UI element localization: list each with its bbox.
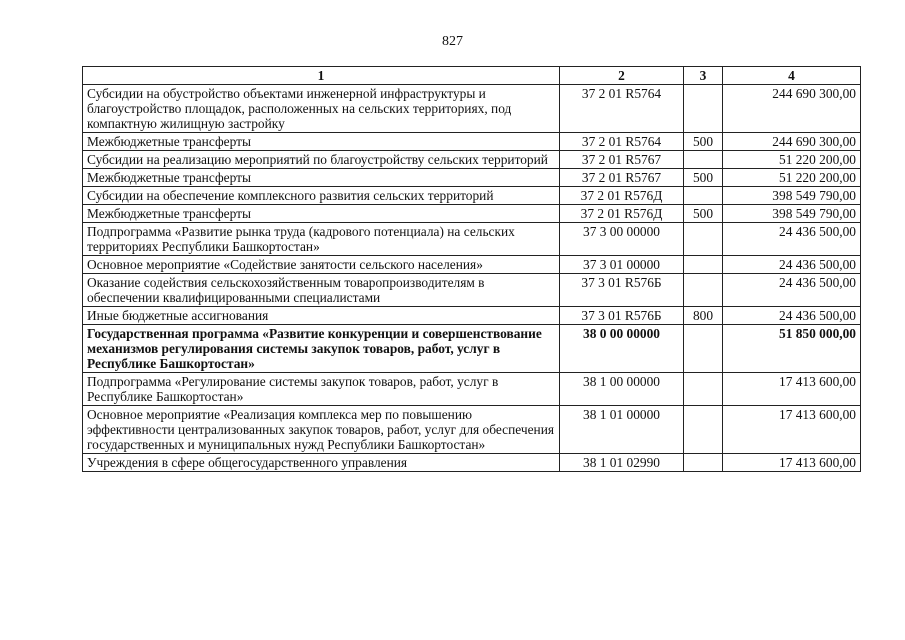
row-name-cell: Подпрограмма «Развитие рынка труда (кадрового потенциала) на сельских территориях Республики Башкортостан» [83, 223, 560, 256]
row-code-cell: 37 2 01 R576Д [560, 187, 684, 205]
row-amount-cell: 51 850 000,00 [723, 325, 861, 373]
table-row [83, 133, 861, 151]
row-type-cell [684, 325, 723, 373]
row-type-cell [684, 373, 723, 406]
table-row [83, 307, 861, 325]
row-type-cell [684, 274, 723, 307]
table-row [83, 373, 861, 406]
row-name-cell: Субсидии на обеспечение комплексного развития сельских территорий [83, 187, 560, 205]
row-amount-cell: 17 413 600,00 [723, 373, 861, 406]
table-row [83, 454, 861, 472]
row-type-cell [684, 256, 723, 274]
row-type-cell [684, 85, 723, 133]
row-name-cell: Оказание содействия сельскохозяйственным товаропроизводителям в обеспечении квалифицированными специалистами [83, 274, 560, 307]
row-code-cell: 37 2 01 R5767 [560, 169, 684, 187]
row-name-cell: Основное мероприятие «Содействие занятости сельского населения» [83, 256, 560, 274]
table-row [83, 169, 861, 187]
table-row [83, 256, 861, 274]
row-amount-cell: 24 436 500,00 [723, 256, 861, 274]
row-name-cell: Основное мероприятие «Реализация комплекса мер по повышению эффективности централизованных закупок товаров, работ, услуг для обеспечения государственных и муниципальных нужд Республики Башкортостан» [83, 406, 560, 454]
row-code-cell: 37 3 00 00000 [560, 223, 684, 256]
row-amount-cell: 17 413 600,00 [723, 454, 861, 472]
row-type-cell [684, 223, 723, 256]
row-type-cell: 500 [684, 133, 723, 151]
row-code-cell: 38 0 00 00000 [560, 325, 684, 373]
row-code-cell: 37 2 01 R576Д [560, 205, 684, 223]
row-type-cell: 800 [684, 307, 723, 325]
row-amount-cell: 398 549 790,00 [723, 205, 861, 223]
row-type-cell: 500 [684, 205, 723, 223]
row-name-cell: Иные бюджетные ассигнования [83, 307, 560, 325]
table-body [83, 85, 861, 472]
row-type-cell [684, 454, 723, 472]
table-row [83, 151, 861, 169]
row-code-cell: 38 1 00 00000 [560, 373, 684, 406]
row-amount-cell: 398 549 790,00 [723, 187, 861, 205]
table-row [83, 205, 861, 223]
table-row [83, 223, 861, 256]
row-amount-cell: 24 436 500,00 [723, 307, 861, 325]
row-amount-cell: 51 220 200,00 [723, 151, 861, 169]
row-name-cell: Субсидии на обустройство объектами инженерной инфраструктуры и благоустройство площадок, расположенных на сельских территориях, под компактную жилищную застройку [83, 85, 560, 133]
row-code-cell: 38 1 01 00000 [560, 406, 684, 454]
column-header-amount: 4 [723, 67, 861, 85]
table-row [83, 274, 861, 307]
page-number: 827 [442, 34, 463, 49]
table-header-row [83, 67, 861, 85]
column-header-code: 2 [560, 67, 684, 85]
row-code-cell: 37 2 01 R5764 [560, 85, 684, 133]
row-name-cell: Субсидии на реализацию мероприятий по благоустройству сельских территорий [83, 151, 560, 169]
row-code-cell: 37 2 01 R5767 [560, 151, 684, 169]
row-code-cell: 37 3 01 R576Б [560, 307, 684, 325]
row-name-cell: Межбюджетные трансферты [83, 205, 560, 223]
column-header-name: 1 [83, 67, 560, 85]
row-amount-cell: 244 690 300,00 [723, 85, 861, 133]
row-code-cell: 37 2 01 R5764 [560, 133, 684, 151]
row-type-cell [684, 151, 723, 169]
row-code-cell: 38 1 01 02990 [560, 454, 684, 472]
row-type-cell: 500 [684, 169, 723, 187]
row-amount-cell: 24 436 500,00 [723, 274, 861, 307]
table-row [83, 406, 861, 454]
row-code-cell: 37 3 01 00000 [560, 256, 684, 274]
column-header-type: 3 [684, 67, 723, 85]
table-row [83, 187, 861, 205]
row-name-cell: Межбюджетные трансферты [83, 169, 560, 187]
row-amount-cell: 244 690 300,00 [723, 133, 861, 151]
row-amount-cell: 17 413 600,00 [723, 406, 861, 454]
row-amount-cell: 24 436 500,00 [723, 223, 861, 256]
row-name-cell: Подпрограмма «Регулирование системы закупок товаров, работ, услуг в Республике Башкортостан» [83, 373, 560, 406]
row-name-cell: Учреждения в сфере общегосударственного управления [83, 454, 560, 472]
table-row [83, 85, 861, 133]
row-name-cell: Государственная программа «Развитие конкуренции и совершенствование механизмов регулирования системы закупок товаров, работ, услуг в Республике Башкортостан» [83, 325, 560, 373]
row-name-cell: Межбюджетные трансферты [83, 133, 560, 151]
row-amount-cell: 51 220 200,00 [723, 169, 861, 187]
budget-table [82, 66, 861, 472]
row-code-cell: 37 3 01 R576Б [560, 274, 684, 307]
table-row [83, 325, 861, 373]
row-type-cell [684, 406, 723, 454]
row-type-cell [684, 187, 723, 205]
